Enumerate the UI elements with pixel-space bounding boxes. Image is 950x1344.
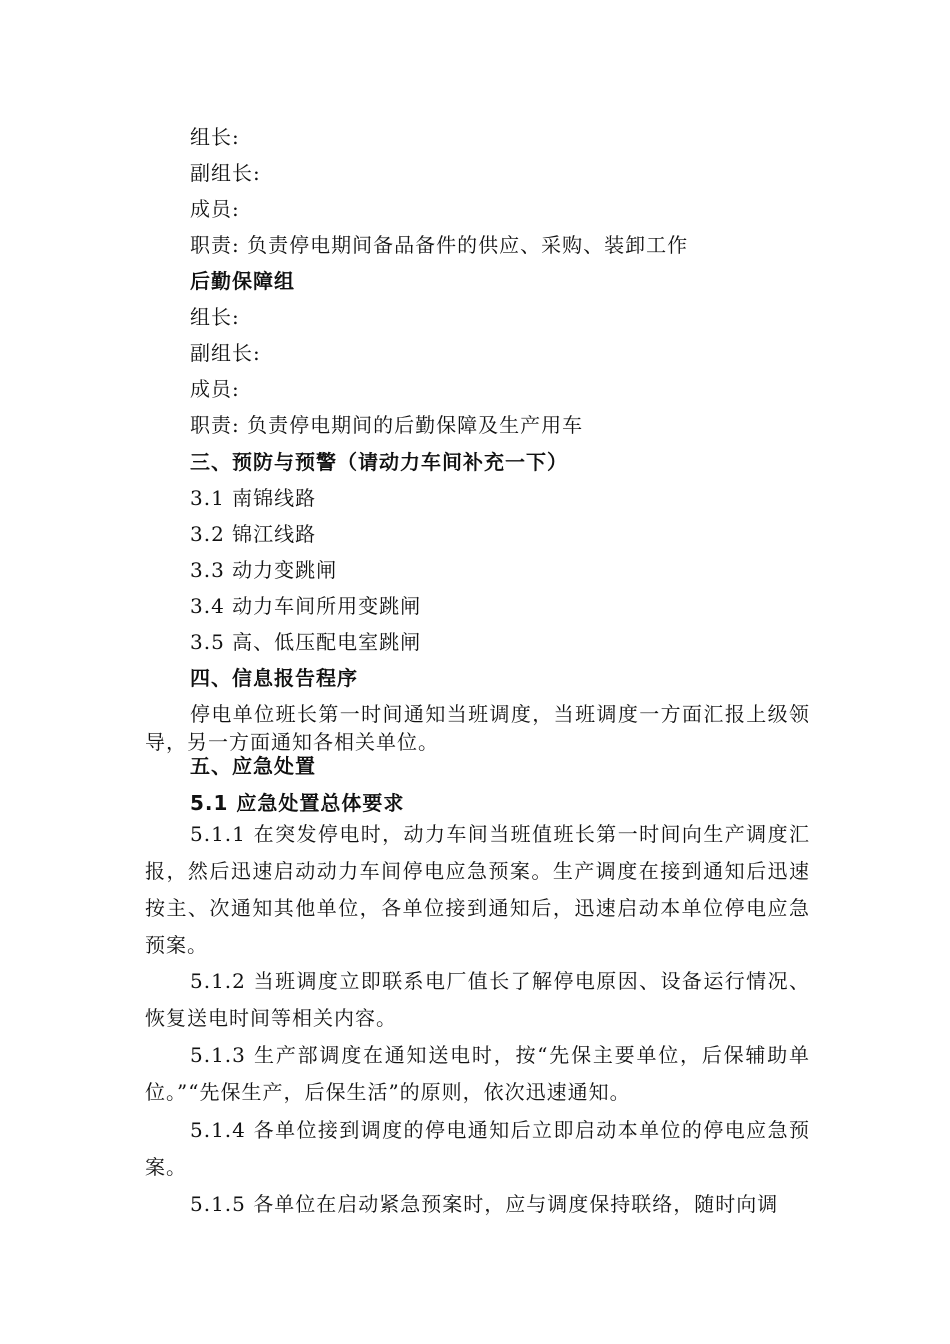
logistics-duty-line: 职责: 负责停电期间的后勤保障及生产用车 <box>190 413 584 437</box>
materials-deputy-line: 副组长: <box>190 161 261 185</box>
materials-members-line: 成员: <box>190 197 240 221</box>
materials-duty-line: 职责: 负责停电期间备品备件的供应、采购、装卸工作 <box>190 233 689 257</box>
emergency-paragraph: 5.1.4 各单位接到调度的停电通知后立即启动本单位的停电应急预案。 <box>145 1118 810 1179</box>
emergency-paragraph: 5.1.3 生产部调度在通知送电时，按“先保主要单位，后保辅助单位。”“先保生产，后保生活”的原则，依次迅速通知。 <box>145 1043 810 1104</box>
reporting-heading: 四、信息报告程序 <box>190 666 358 690</box>
emergency-paragraph: 5.1.5 各单位在启动紧急预案时，应与调度保持联络，随时向调 <box>190 1192 779 1216</box>
prevention-item: 3.4 动力车间所用变跳闸 <box>190 594 422 618</box>
emergency-heading: 五、应急处置 <box>190 754 316 778</box>
prevention-item: 3.5 高、低压配电室跳闸 <box>190 630 422 654</box>
emergency-paragraph: 5.1.1 在突发停电时，动力车间当班值班长第一时间向生产调度汇报，然后迅速启动动力车间停电应急预案。生产调度在接到通知后迅速按主、次通知其他单位，各单位接到通知后，迅速启动本单位停电应急预案。 <box>145 822 810 957</box>
logistics-members-line: 成员: <box>190 377 240 401</box>
prevention-item: 3.2 锦江线路 <box>190 522 317 546</box>
prevention-heading: 三、预防与预警（请动力车间补充一下） <box>190 450 568 474</box>
prevention-item: 3.3 动力变跳闸 <box>190 558 338 582</box>
logistics-deputy-line: 副组长: <box>190 341 261 365</box>
emergency-subheading: 5.1 应急处置总体要求 <box>190 791 405 815</box>
emergency-paragraph: 5.1.2 当班调度立即联系电厂值长了解停电原因、设备运行情况、恢复送电时间等相关内容。 <box>145 969 810 1030</box>
materials-leader-line: 组长: <box>190 125 240 149</box>
logistics-leader-line: 组长: <box>190 305 240 329</box>
prevention-item: 3.1 南锦线路 <box>190 486 317 510</box>
logistics-group-heading: 后勤保障组 <box>190 269 295 293</box>
reporting-body: 停电单位班长第一时间通知当班调度，当班调度一方面汇报上级领导，另一方面通知各相关单位。 <box>145 702 810 754</box>
